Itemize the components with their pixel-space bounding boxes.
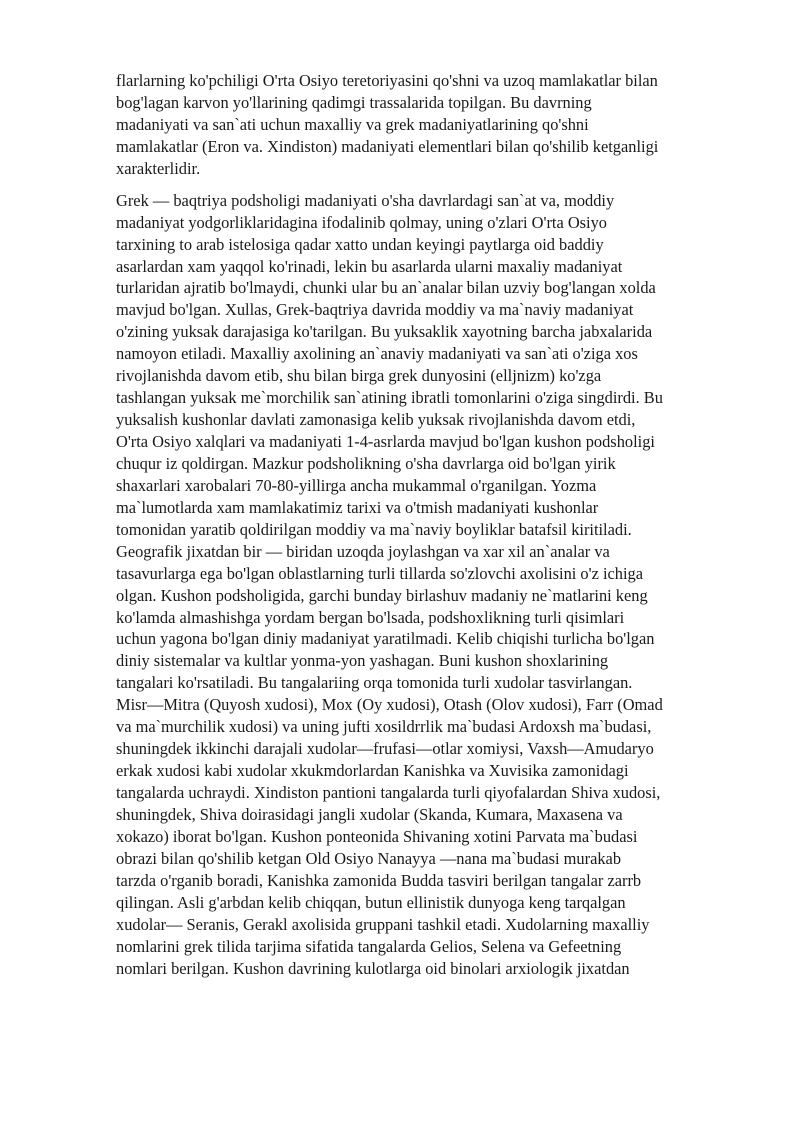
text-line: nomlarini grek tilida tarjima sifatida tangalarda Gelios, Selena va Gefeetning xyxy=(116,936,622,956)
text-line: madaniyat yodgorliklaridagina ifodalinib qolmay, uning o'zlari O'rta Osiyo xyxy=(116,212,607,232)
text-line: xarakterlidir. xyxy=(116,158,201,178)
text-line: xudolar— Seranis, Gerakl axolisida gruppani tashkil etadi. Xudolarning maxalliy xyxy=(116,914,650,934)
text-line: Geografik jixatdan bir — biridan uzoqda joylashgan va xar xil an`analar va xyxy=(116,541,610,561)
text-line: va ma`murchilik xudosi) va uning jufti xosildrrlik ma`budasi Ardoxsh ma`budasi, xyxy=(116,717,652,737)
text-line: Grek — baqtriya podsholigi madaniyati o'sha davrlardagi san`at va, moddiy xyxy=(116,190,615,210)
text-line: mamlakatlar (Eron va. Xindiston) madaniyati elementlari bilan qo'shilib ketganligi xyxy=(116,136,659,156)
text-line: rivojlanishda davom etib, shu bilan birga grek dunyosini (elljnizm) ko'zga xyxy=(116,366,602,386)
text-line: Misr—Mitra (Quyosh xudosi), Mox (Oy xudosi), Otash (Olov xudosi), Farr (Omad xyxy=(116,695,663,715)
text-line: ma`lumotlarda xam mamlakatimiz tarixi va o'tmish madaniyati kushonlar xyxy=(116,497,599,517)
text-line: namoyon etiladi. Maxalliy axolining an`anaviy madaniyati va san`ati o'ziga xos xyxy=(116,344,638,364)
text-line: yuksalish kushonlar davlati zamonasiga kelib yuksak rivojlanishda davom etdi, xyxy=(116,410,636,430)
paragraph xyxy=(116,190,746,980)
text-line: obrazi bilan qo'shilib ketgan Old Osiyo Nanayya —nana ma`budasi murakab xyxy=(116,848,622,868)
text-line: xokazo) iborat bo'lgan. Kushon ponteonida Shivaning xotini Parvata ma`budasi xyxy=(116,826,638,846)
text-line: uchun yagona bo'lgan diniy madaniyat yaratilmadi. Kelib chiqishi turlicha bo'lgan xyxy=(116,629,655,649)
text-line: ko'lamda almashishga yordam bergan bo'lsada, podshoxlikning turli qisimlari xyxy=(116,607,625,627)
text-line: olgan. Kushon podsholigida, garchi bunday birlashuv madaniy ne`matlarini keng xyxy=(116,585,648,605)
text-line: shaxarlari xarobalari 70-80-yillirga ancha mukammal o'rganilgan. Yozma xyxy=(116,475,597,495)
text-line: tasavurlarga ega bo'lgan oblastlarning turli tillarda so'zlovchi axolisini o'z ichiga xyxy=(116,563,643,583)
text-line: shuningdek, Shiva doirasidagi jangli xudolar (Skanda, Kumara, Maxasena va xyxy=(116,804,623,824)
text-line: tarzda o'rganib boradi, Kanishka zamonida Budda tasviri berilgan tangalar zarrb xyxy=(116,870,642,890)
text-line: tomonidan yaratib qoldirilgan moddiy va ma`naviy boyliklar batafsil kiritiladi. xyxy=(116,519,632,539)
text-line: asarlardan xam yaqqol ko'rinadi, lekin bu asarlarda ularni maxaliy madaniyat xyxy=(116,256,623,276)
text-line: O'rta Osiyo xalqlari va madaniyati 1-4-asrlarda mavjud bo'lgan kushon podsholigi xyxy=(116,432,655,451)
text-line: turlaridan ajratib bo'lmaydi, chunki ular bu an`analar bilan uzviy bog'langan xolda xyxy=(116,278,656,298)
text-line: shuningdek ikkinchi darajali xudolar—frufasi—otlar xomiysi, Vaxsh—Amudaryo xyxy=(116,739,654,759)
text-line: tashlangan yuksak me`morchilik san`atining ibratli tomonlarini o'ziga singdirdi. Bu xyxy=(116,388,663,408)
text-line: chuqur iz qoldirgan. Mazkur podsholikning o'sha davrlarga oid bo'lgan yirik xyxy=(116,453,616,473)
text-line: tangalari ko'rsatiladi. Bu tangalariing orqa tomonida turli xudolar tasvirlangan. xyxy=(116,673,633,693)
text-line: o'zining yuksak darajasiga ko'tarilgan. Bu yuksaklik xayotning barcha jabxalarida xyxy=(116,322,653,342)
text-line: flarlarning ko'pchiligi O'rta Osiyo teretoriyasini qo'shni va uzoq mamlakatlar bilan xyxy=(116,71,658,90)
document-page xyxy=(116,70,746,979)
text-line: erkak xudosi kabi xudolar xkukmdorlardan Kanishka va Xuvisika zamonidagi xyxy=(116,761,629,781)
text-line: bog'lagan karvon yo'llarining qadimgi trassalarida topilgan. Bu davrning xyxy=(116,92,592,112)
text-line: tarxining to arab istelosiga qadar xatto undan keyingi paytlarga oid baddiy xyxy=(116,234,604,254)
text-line: mavjud bo'lgan. Xullas, Grek-baqtriya davrida moddiy va ma`naviy madaniyat xyxy=(116,300,634,320)
paragraph xyxy=(116,70,746,180)
text-line: madaniyati va san`ati uchun maxalliy va grek madaniyatlarining qo'shni xyxy=(116,114,589,134)
text-line: diniy sistemalar va kultlar yonma-yon yashagan. Buni kushon shoxlarining xyxy=(116,651,609,671)
text-line: tangalarda uchraydi. Xindiston pantioni tangalarda turli qiyofalardan Shiva xudosi, xyxy=(116,783,661,802)
text-line: qilingan. Asli g'arbdan kelib chiqqan, butun ellinistik dunyoga keng tarqalgan xyxy=(116,892,626,912)
text-line: nomlari berilgan. Kushon davrining kulotlarga oid binolari arxiologik jixatdan xyxy=(116,958,630,978)
